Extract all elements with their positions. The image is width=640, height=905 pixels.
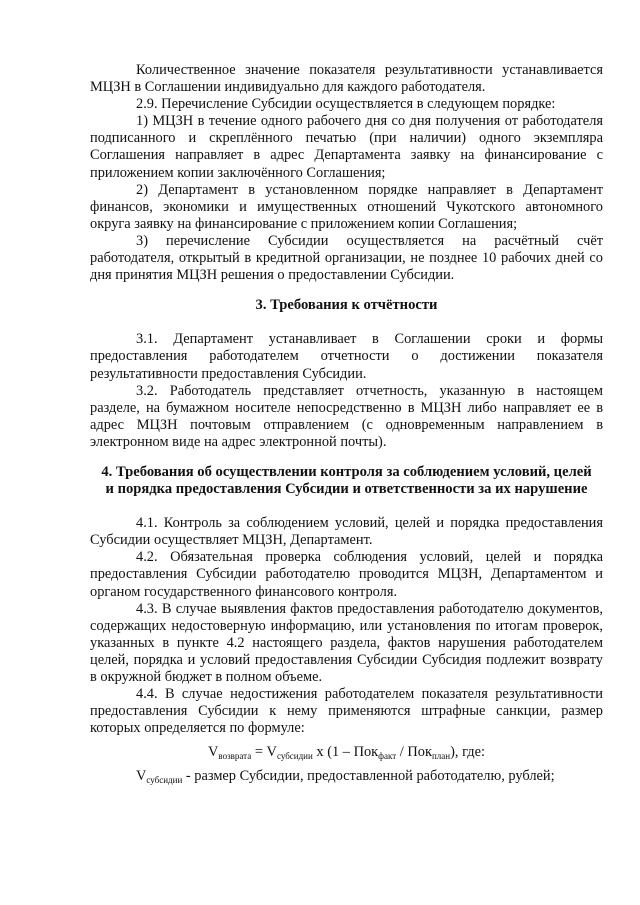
definition-sub: субсидии — [146, 775, 183, 786]
section-4-heading-line2: и порядка предоставления Субсидии и ответственности за их нарушение — [105, 481, 588, 498]
paragraph-2-9: 2.9. Перечисление Субсидии осуществляется в следующем порядке: — [136, 96, 556, 113]
formula-end: ), где: — [450, 744, 485, 761]
paragraph-3-2: 3.2. Работодатель представляет отчетность, указанную в настоящем разделе, на бумажном носителе непосредственно в МЦЗН либо направляет ее в адрес МЦЗН почтовым отправлением (с одновременным направлением в электронном виде на адрес электронной почты). — [90, 382, 603, 450]
formula-sub-plan: план — [431, 751, 451, 762]
definition-v-subsidii — [90, 768, 603, 785]
formula-slash: / Пок — [396, 744, 432, 761]
paragraph-4-3: 4.3. В случае выявления фактов предоставления работодателю документов, содержащих недостоверную информацию, или установления по итогам проверок, указанных в пункте 4.2 настоящего раздела, фактов нарушения работодателем целей, порядка и условий предоставления Субсидии Субсидия подлежит возврату в окружной бюджет в полном объеме. — [90, 600, 603, 685]
penalty-formula — [90, 744, 603, 761]
document-page — [90, 62, 603, 786]
definition-text: - размер Субсидии, предоставленной работодателю, рублей; — [182, 768, 555, 785]
section-3-heading: 3. Требования к отчётности — [255, 297, 438, 314]
formula-sub-vozvrata: возврата — [218, 751, 252, 762]
formula-equals: = V — [251, 744, 277, 761]
formula-sub-subsidii: субсидии — [276, 751, 313, 762]
formula-mid: x (1 – Пок — [312, 744, 379, 761]
paragraph-4-4: 4.4. В случае недостижения работодателем показателя результативности предоставления Субсидии к нему применяются штрафные санкции, размер которых определяется по формуле: — [90, 686, 603, 737]
section-4-heading — [90, 464, 603, 498]
paragraph-result-indicator: Количественное значение показателя результативности устанавливается МЦЗН в Соглашении индивидуально для каждого работодателя. — [90, 62, 603, 96]
paragraph-2-9-item-2: 2) Департамент в установленном порядке направляет в Департамент финансов, экономики и имущественных отношений Чукотского автономного округа заявку на финансирование с приложением копии Соглашения; — [90, 181, 603, 232]
paragraph-2-9-item-1: 1) МЦЗН в течение одного рабочего дня со дня получения от работодателя подписанного и скреплённого печатью (при наличии) одного экземпляра Соглашения направляет в адрес Департамента заявку на финансирование с приложением копии заключённого Соглашения; — [90, 113, 603, 181]
paragraph-2-9-item-3: 3) перечисление Субсидии осуществляется на расчётный счёт работодателя, открытый в кредитной организации, не позднее 10 рабочих дней со дня принятия МЦЗН решения о предоставлении Субсидии. — [90, 232, 603, 284]
section-4-heading-line1: 4. Требования об осуществлении контроля за соблюдением условий, целей — [101, 463, 592, 480]
formula-v: V — [208, 744, 219, 761]
paragraph-3-1: 3.1. Департамент устанавливает в Соглашении сроки и формы предоставления работодателем отчетности о достижении показателя результативности предоставления Субсидии. — [90, 331, 603, 382]
paragraph-4-1: 4.1. Контроль за соблюдением условий, целей и порядка предоставления Субсидии осуществляет МЦЗН, Департамент. — [90, 515, 603, 549]
definition-v: V — [136, 768, 147, 785]
paragraph-4-2: 4.2. Обязательная проверка соблюдения условий, целей и порядка предоставления Субсидии работодателю проводится МЦЗН, Департаментом и органом государственного финансового контроля. — [90, 549, 603, 600]
formula-sub-fakt: факт — [378, 751, 397, 762]
